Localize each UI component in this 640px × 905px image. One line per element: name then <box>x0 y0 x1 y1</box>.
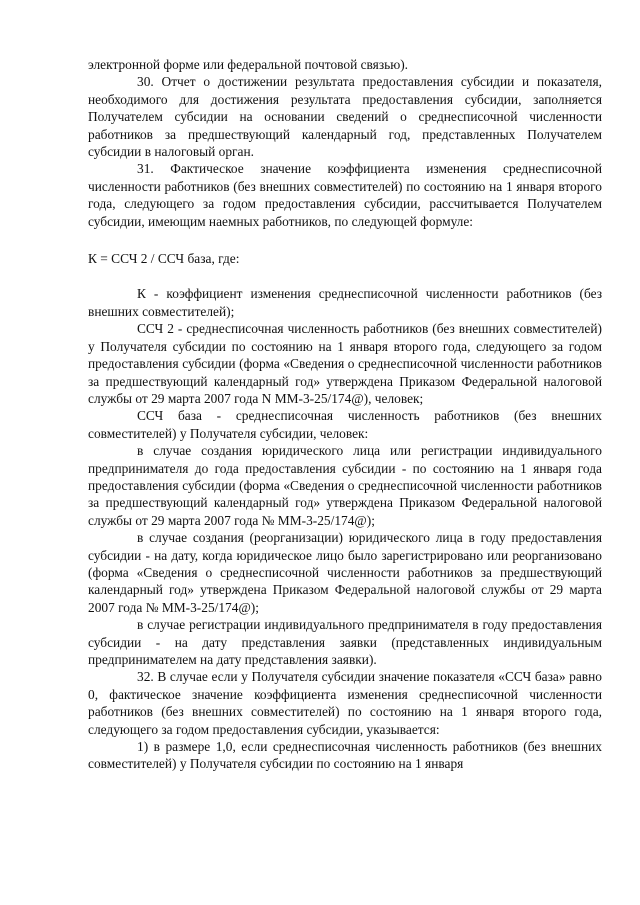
definition-k: К - коэффициент изменения среднесписочной численности работников (без внешних совместителей); <box>88 286 602 319</box>
item-1: 1) в размере 1,0, если среднесписочная численность работников (без внешних совместителей) у Получателя субсидии по состоянию на 1 января <box>88 739 602 772</box>
paragraph-31: 31. Фактическое значение коэффициента изменения среднесписочной численности работников (без внешних совместителей) по состоянию на 1 января второго года, следующего за годом предоставления субсидии, рассчитывается Получателем субсидии, имеющим наемных работников, по следующей формуле: <box>88 161 602 229</box>
document-page <box>88 56 602 773</box>
definition-ssch2: ССЧ 2 - среднесписочная численность работников (без внешних совместителей) у Получателя субсидии по состоянию на 1 января второго года, следующего за годом предоставления субсидии (форма «Сведения о среднесписочной численности работников за предшествующий календарный год» утверждена Приказом Федеральной налоговой службы от 29 марта 2007 года N ММ-3-25/174@), человек; <box>88 321 602 406</box>
paragraph-continuation: электронной форме или федеральной почтовой связью). <box>88 57 409 72</box>
case-before-year: в случае создания юридического лица или регистрации индивидуального предпринимателя до года предоставления субсидии - по состоянию на 1 января года предоставления субсидии (форма «Сведения о среднесписочной численности работников за предшествующий календарный год» утверждена Приказом Федеральной налоговой службы от 29 марта 2007 года № ММ-3-25/174@); <box>88 443 602 528</box>
definition-ssch-base: ССЧ база - среднесписочная численность работников (без внешних совместителей) у Получателя субсидии, человек: <box>88 408 602 441</box>
paragraph-32: 32. В случае если у Получателя субсидии значение показателя «ССЧ база» равно 0, фактическое значение коэффициента изменения среднесписочной численности работников (без внешних совместителей) по состоянию на 1 января второго года, следующего за годом предоставления субсидии, указывается: <box>88 669 602 737</box>
paragraph-30: 30. Отчет о достижении результата предоставления субсидии и показателя, необходимого для достижения результата предоставления субсидии, заполняется Получателем субсидии на основании сведений о среднесписочной численности работников за предшествующий календарный год, представленных Получателем субсидии в налоговый орган. <box>88 74 602 160</box>
formula: К = ССЧ 2 / ССЧ база, где: <box>88 251 240 267</box>
case-entrepreneur: в случае регистрации индивидуального предпринимателя в году предоставления субсидии - на дату представления заявки (представленных индивидуальным предпринимателем на дату представления заявки). <box>88 617 602 667</box>
case-legal-entity: в случае создания (реорганизации) юридического лица в году предоставления субсидии - на дату, когда юридическое лицо было зарегистрировано или реорганизовано (форма «Сведения о среднесписочной численности работников за предшествующий календарный год» утверждена Приказом Федеральной налоговой службы от 29 марта 2007 года № ММ-3-25/174@); <box>88 530 602 615</box>
